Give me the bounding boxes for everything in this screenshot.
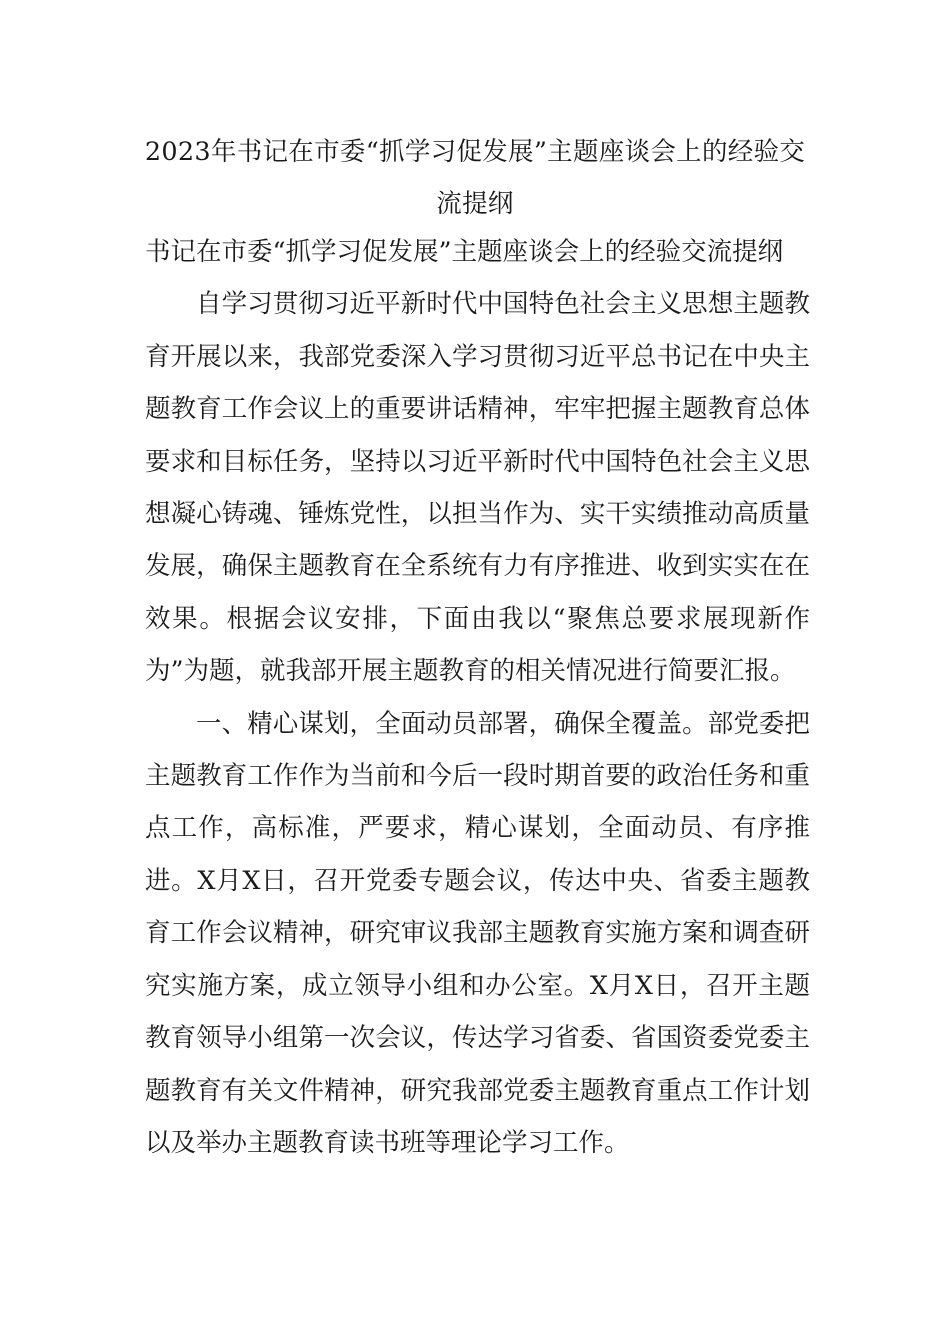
document-body [145,226,810,1169]
document-subtitle: 书记在市委“抓学习促发展”主题座谈会上的经验交流提纲 [145,237,784,267]
document-title: 2023年书记在市委“抓学习促发展”主题座谈会上的经验交流提纲 [144,137,806,219]
paragraph-section-one: 一、精心谋划，全面动员部署，确保全覆盖。部党委把主题教育工作作为当前和今后一段时期首要的政治任务和重点工作，高标准，严要求，精心谋划，全面动员、有序推进。X月X日，召开党委专题会议，传达中央、省委主题教育工作会议精神，研究审议我部主题教育实施方案和调查研究实施方案，成立领导小组和办公室。X月X日，召开主题教育领导小组第一次会议，传达学习省委、省国资委党委主题教育有关文件精神，研究我部党委主题教育重点工作计划以及举办主题教育读书班等理论学习工作。 [145,708,810,1158]
paragraph-intro: 自学习贯彻习近平新时代中国特色社会主义思想主题教育开展以来，我部党委深入学习贯彻习近平总书记在中央主题教育工作会议上的重要讲话精神，牢牢把握主题教育总体要求和目标任务，坚持以习近平新时代中国特色社会主义思想凝心铸魂、锤炼党性，以担当作为、实干实绩推动高质量发展，确保主题教育在全系统有力有序推进、收到实实在在效果。根据会议安排，下面由我以“聚焦总要求展现新作为”为题，就我部开展主题教育的相关情况进行简要汇报。 [145,289,810,687]
